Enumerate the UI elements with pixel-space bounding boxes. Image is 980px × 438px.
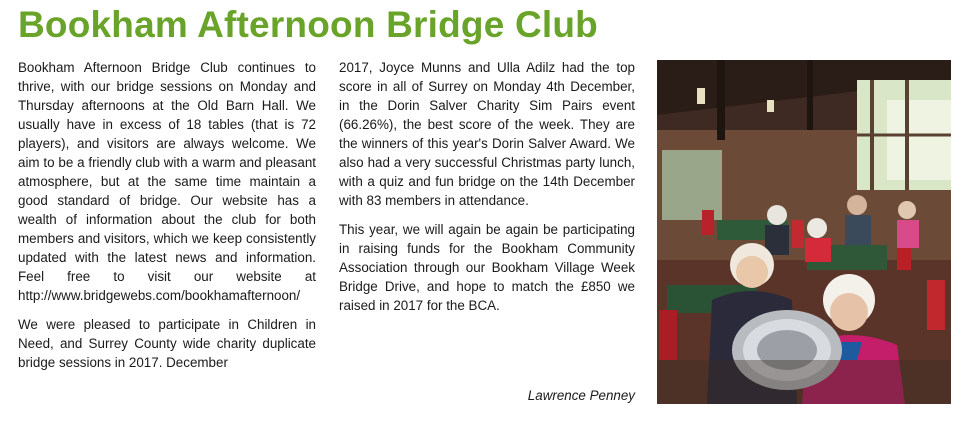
club-photo [657, 60, 951, 404]
paragraph: Bookham Afternoon Bridge Club continues to thrive, with our bridge sessions on Monday and Thursday afternoons at the Old Barn Hall. We usually have in excess of 18 tables (that is 72 players), and visitors are always welcome. We aim to be a friendly club with a warm and pleasant atmosphere, but at the same time maintain a good standard of bridge. Our website has a wealth of information about the club for both members and visitors, which we keep consistently updated with the latest news and information. Feel free to visit our website at http://www.bridgewebs.com/bookhamafternoon/ [18, 60, 316, 303]
paragraph: This year, we will again be again be participating in raising funds for the Bookham Community Association through our Bookham Village Week Bridge Drive, and hope to match the £850 we raised in 2017 for the BCA. [339, 222, 635, 313]
article-column-1 [18, 58, 316, 382]
club-photo-illustration [657, 60, 951, 404]
article-column-2 [339, 58, 635, 325]
paragraph: 2017, Joyce Munns and Ulla Adilz had the top score in all of Surrey on Monday 4th December, in the Dorin Salver Charity Sim Pairs event (66.26%), the best score of the week. They are the winners of this year's Dorin Salver Award. We also had a very successful Christmas party lunch, with a quiz and fun bridge on the 14th December with 83 members in attendance. [339, 60, 635, 208]
paragraph: We were pleased to participate in Children in Need, and Surrey County wide charity duplicate bridge sessions in 2017. December [18, 317, 316, 370]
article-title: Bookham Afternoon Bridge Club [18, 4, 598, 45]
author-signature: Lawrence Penney [527, 388, 635, 403]
